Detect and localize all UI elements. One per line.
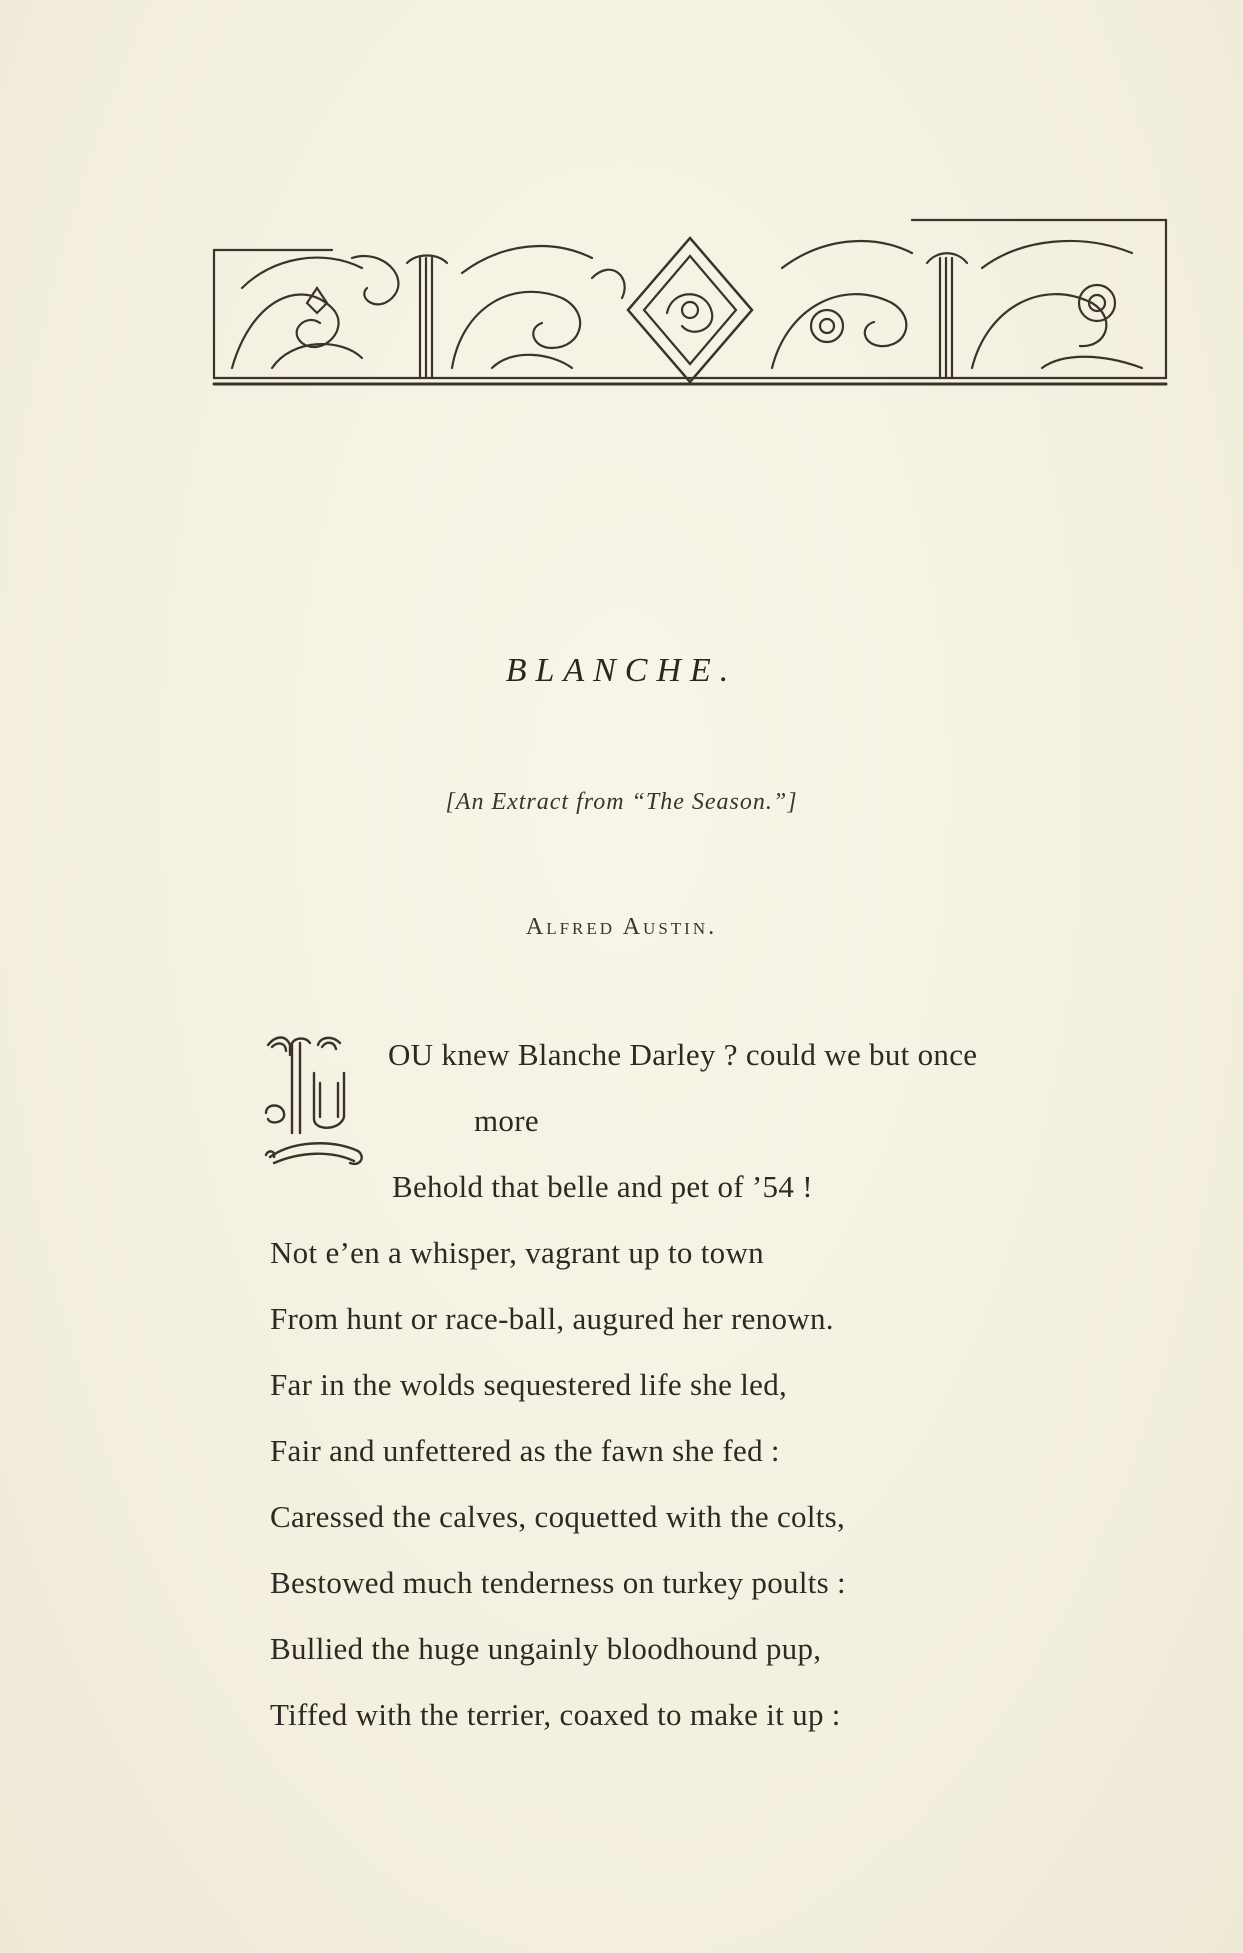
poem-line: Far in the wolds sequestered life she led, (270, 1367, 788, 1402)
poem-line: From hunt or race-ball, augured her renown. (270, 1301, 834, 1336)
poem-line: Fair and unfettered as the fawn she fed : (270, 1433, 780, 1468)
poem-line: Bestowed much tenderness on turkey poults : (270, 1565, 846, 1600)
poem-subtitle: [An Extract from “The Season.”] (445, 789, 798, 815)
poem-line: more (474, 1103, 539, 1138)
decorated-initial-icon (262, 1033, 374, 1183)
poem-line: Not e’en a whisper, vagrant up to town (270, 1235, 764, 1270)
poem-line: Caressed the calves, coquetted with the colts, (270, 1499, 846, 1534)
poem-line: Behold that belle and pet of ’54 ! (392, 1169, 813, 1204)
foliate-scroll-border-icon (212, 218, 1168, 396)
author-name: Alfred Austin. (525, 914, 718, 940)
poem-line: Tiffed with the terrier, coaxed to make it up : (270, 1697, 841, 1732)
poem-line: OU knew Blanche Darley ? could we but once (388, 1037, 978, 1072)
poem-line: Bullied the huge ungainly bloodhound pup, (270, 1631, 822, 1666)
poem-title: BLANCHE. (505, 652, 738, 689)
